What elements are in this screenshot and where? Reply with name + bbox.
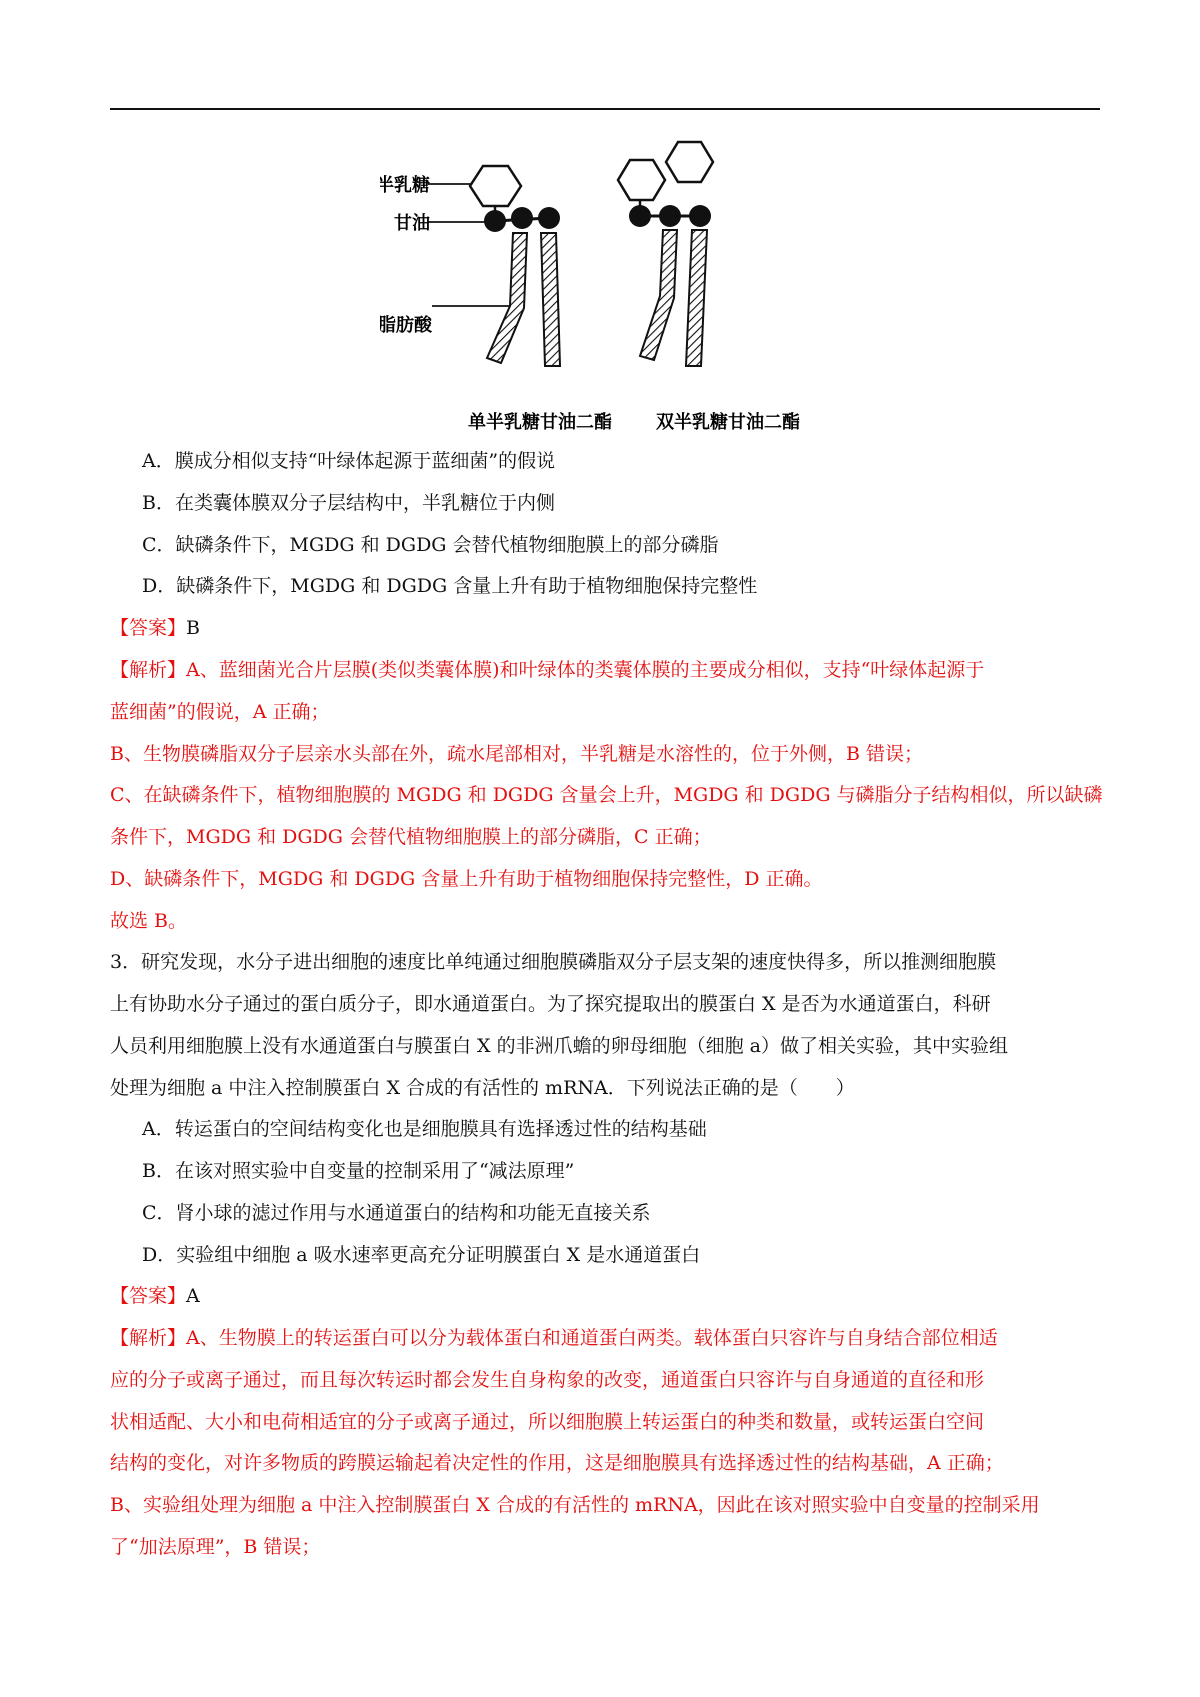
answer-value: A [186, 1285, 200, 1307]
q2-analysis-line: D、缺磷条件下，MGDG 和 DGDG 含量上升有助于植物细胞保持完整性，D 正确。 [110, 868, 823, 890]
q3-option-d: D．实验组中细胞 a 吸水速率更高充分证明膜蛋白 X 是水通道蛋白 [142, 1244, 701, 1266]
q3-analysis-line [110, 1325, 998, 1351]
q3-stem-line: 上有协助水分子通过的蛋白质分子，即水通道蛋白。为了探究提取出的膜蛋白 X 是否为水通道蛋白，科研 [110, 993, 991, 1015]
caption-mgdg: 单半乳糖甘油二酯 [468, 412, 612, 433]
q3-option-b: B．在该对照实验中自变量的控制采用了“减法原理” [142, 1160, 575, 1182]
q3-answer [110, 1283, 200, 1309]
q2-option-d: D．缺磷条件下，MGDG 和 DGDG 含量上升有助于植物细胞保持完整性 [142, 575, 758, 597]
q2-option-a: A．膜成分相似支持“叶绿体起源于蓝细菌”的假说 [142, 450, 556, 472]
q3-stem-line: 处理为细胞 a 中注入控制膜蛋白 X 合成的有活性的 mRNA．下列说法正确的是（ ） [110, 1077, 855, 1099]
q2-analysis-line: B、生物膜磷脂双分子层亲水头部在外，疏水尾部相对，半乳糖是水溶性的，位于外侧，B 错误； [110, 743, 923, 765]
q3-analysis-line: 结构的变化，对许多物质的跨膜运输起着决定性的作用，这是细胞膜具有选择透过性的结构基础，A 正确； [110, 1452, 1004, 1474]
q3-analysis-line: B、实验组处理为细胞 a 中注入控制膜蛋白 X 合成的有活性的 mRNA，因此在该对照实验中自变量的控制采用 [110, 1494, 1040, 1516]
header-rule [110, 108, 1100, 110]
q2-analysis-line [110, 657, 984, 683]
label-fatty-acid: 脂肪酸 [380, 315, 432, 336]
fatty-acid-tail-straight [541, 233, 560, 366]
q3-option-c: C．肾小球的滤过作用与水通道蛋白的结构和功能无直接关系 [142, 1202, 651, 1224]
glycolipid-structure-figure [380, 138, 840, 438]
q2-option-b: B．在类囊体膜双分子层结构中，半乳糖位于内侧 [142, 492, 555, 514]
analysis-text: A、生物膜上的转运蛋白可以分为载体蛋白和通道蛋白两类。载体蛋白只容许与自身结合部位相适 [186, 1327, 998, 1349]
galactose-ring-icon [666, 142, 713, 182]
q2-analysis-line: 故选 B。 [110, 910, 188, 932]
label-galactose: 半乳糖 [380, 175, 430, 196]
q2-analysis-line: 条件下，MGDG 和 DGDG 会替代植物细胞膜上的部分磷脂，C 正确； [110, 826, 712, 848]
galactose-ring-icon [618, 160, 665, 200]
fatty-acid-tail-bent [487, 233, 527, 363]
fatty-acid-tail-bent [640, 230, 677, 360]
q2-analysis-line: 蓝细菌”的假说，A 正确； [110, 701, 330, 723]
q2-analysis-line: C、在缺磷条件下，植物细胞膜的 MGDG 和 DGDG 含量会上升，MGDG 和 DGDG 与磷脂分子结构相似，所以缺磷 [110, 784, 1103, 806]
q3-option-a: A．转运蛋白的空间结构变化也是细胞膜具有选择透过性的结构基础 [142, 1118, 707, 1140]
q3-stem-line: 人员利用细胞膜上没有水通道蛋白与膜蛋白 X 的非洲爪蟾的卵母细胞（细胞 a）做了相关实验，其中实验组 [110, 1035, 1008, 1057]
analysis-tag: 【解析】 [110, 659, 187, 681]
answer-tag: 【答案】 [110, 617, 187, 639]
q3-stem-line: 3．研究发现，水分子进出细胞的速度比单纯通过细胞膜磷脂双分子层支架的速度快得多，所以推测细胞膜 [110, 951, 997, 973]
analysis-text: A、蓝细菌光合片层膜(类似类囊体膜)和叶绿体的类囊体膜的主要成分相似，支持“叶绿体起源于 [186, 659, 985, 681]
q3-analysis-line: 了“加法原理”，B 错误； [110, 1536, 321, 1558]
q2-option-c: C．缺磷条件下，MGDG 和 DGDG 会替代植物细胞膜上的部分磷脂 [142, 534, 719, 556]
q3-analysis-line: 应的分子或离子通过，而且每次转运时都会发生自身构象的改变，通道蛋白只容许与自身通道的直径和形 [110, 1369, 985, 1391]
q3-analysis-line: 状相适配、大小和电荷相适宜的分子或离子通过，所以细胞膜上转运蛋白的种类和数量，或转运蛋白空间 [110, 1411, 985, 1433]
fatty-acid-tail-straight [686, 230, 707, 366]
q2-answer [110, 615, 200, 641]
glycolipid-diagram [380, 138, 840, 438]
galactose-ring-icon [470, 166, 521, 206]
caption-dgdg: 双半乳糖甘油二酯 [656, 412, 800, 433]
label-glycerol: 甘油 [394, 213, 430, 234]
answer-tag: 【答案】 [110, 1285, 187, 1307]
analysis-tag: 【解析】 [110, 1327, 187, 1349]
answer-value: B [186, 617, 200, 639]
